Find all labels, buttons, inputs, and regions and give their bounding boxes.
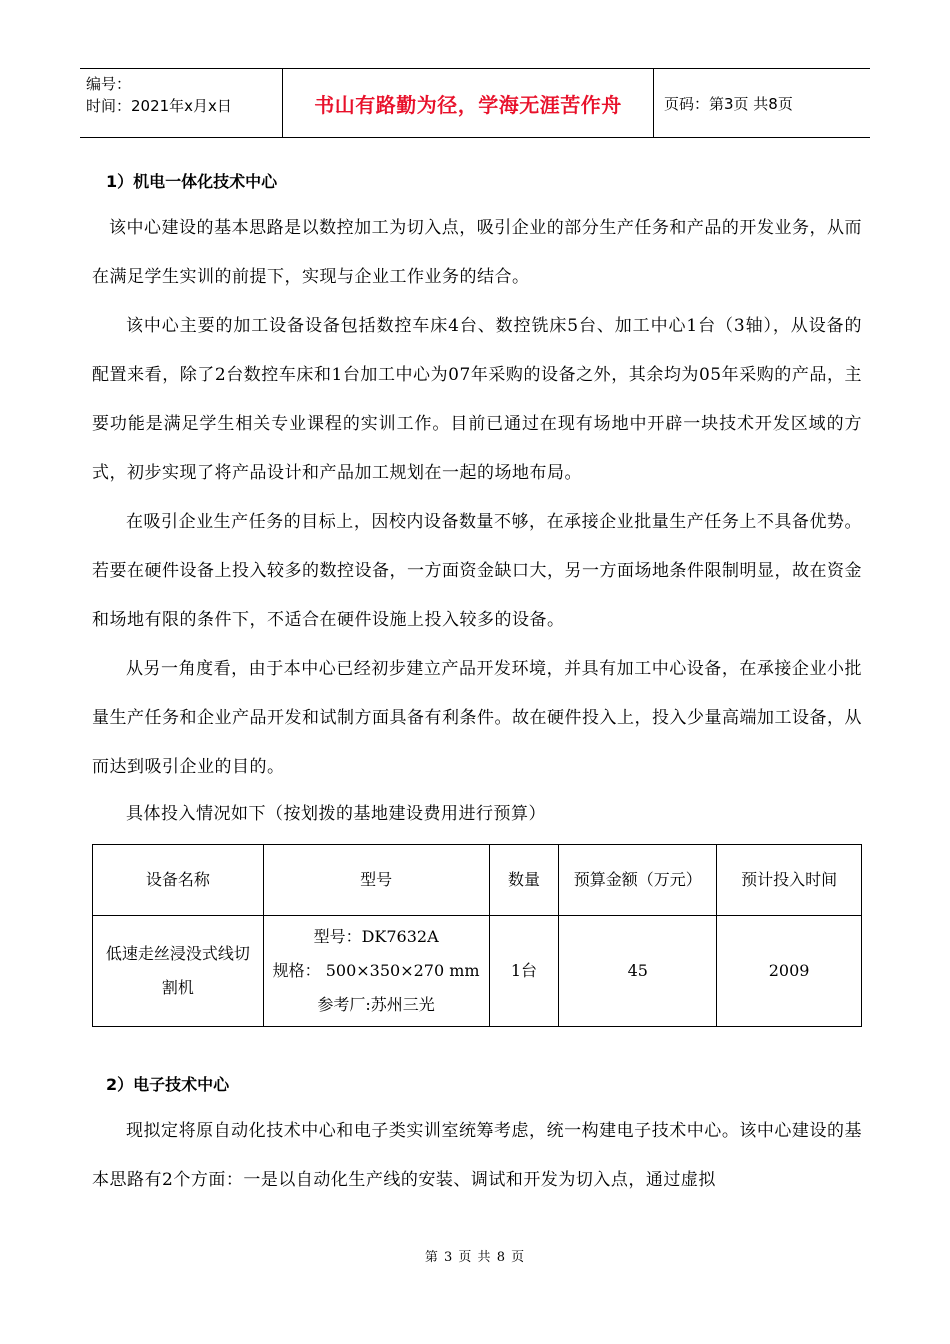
paragraph: 该中心主要的加工设备设备包括数控车床4台、数控铣床5台、加工中心1台（3轴），从设备的配置来看，除了2台数控车床和1台加工中心为07年采购的设备之外，其余均为05年采购的产品，主要功能是满足学生相关专业课程的实训工作。目前已通过在现有场地中开辟一块技术开发区域的方式，初步实现了将产品设计和产品加工规划在一起的场地布局。: [92, 316, 862, 483]
header-meta: [80, 69, 282, 137]
page-header: [80, 68, 870, 138]
section-heading-electronics: 2）电子技术中心: [106, 1075, 230, 1094]
model-number: 型号：DK7632A: [313, 927, 439, 946]
header-page-code: 页码：第3页 共8页: [664, 94, 793, 113]
equipment-budget-table: [92, 844, 862, 1027]
model-spec: 规格： 500×350×270 mm: [272, 961, 480, 980]
document-number-label: 编号：: [86, 75, 132, 93]
equipment-model-cell: [263, 916, 489, 1027]
column-header: 型号: [263, 845, 489, 916]
column-header: 预计投入时间: [717, 845, 862, 916]
budget-cell: 45: [559, 916, 717, 1027]
table-intro: 具体投入情况如下（按划拨的基地建设费用进行预算）: [126, 804, 546, 824]
paragraph: 在吸引企业生产任务的目标上，因校内设备数量不够，在承接企业批量生产任务上不具备优势。若要在硬件设备上投入较多的数控设备，一方面资金缺口大，另一方面场地条件限制明显，故在资金和场地有限的条件下，不适合在硬件设施上投入较多的设备。: [92, 512, 862, 630]
column-header: 预算金额（万元）: [559, 845, 717, 916]
investment-time-cell: 2009: [717, 916, 862, 1027]
paragraph: 从另一角度看，由于本中心已经初步建立产品开发环境，并具有加工中心设备，在承接企业小批量生产任务和企业产品开发和试制方面具备有利条件。故在硬件投入上，投入少量高端加工设备，从而达到吸引企业的目的。: [92, 659, 862, 777]
column-header: 数量: [489, 845, 559, 916]
page-footer: 第 3 页 共 8 页: [424, 1250, 526, 1265]
document-body: [92, 160, 862, 1205]
paragraph: 该中心建设的基本思路是以数控加工为切入点，吸引企业的部分生产任务和产品的开发业务，从而在满足学生实训的前提下，实现与企业工作业务的结合。: [92, 218, 862, 287]
equipment-name-cell: 低速走丝浸没式线切割机: [93, 916, 264, 1027]
table-header-row: [93, 845, 862, 916]
section-heading-mechatronics: 1）机电一体化技术中心: [106, 172, 278, 191]
column-header: 设备名称: [93, 845, 264, 916]
table-row: [93, 916, 862, 1027]
quantity-cell: 1台: [489, 916, 559, 1027]
model-manufacturer: 参考厂:苏州三光: [317, 995, 435, 1014]
document-date: 时间：2021年x月x日: [86, 97, 232, 115]
header-motto: 书山有路勤为径，学海无涯苦作舟: [282, 69, 654, 137]
paragraph: 现拟定将原自动化技术中心和电子类实训室统筹考虑，统一构建电子技术中心。该中心建设的基本思路有2个方面：一是以自动化生产线的安装、调试和开发为切入点，通过虚拟: [92, 1121, 862, 1190]
